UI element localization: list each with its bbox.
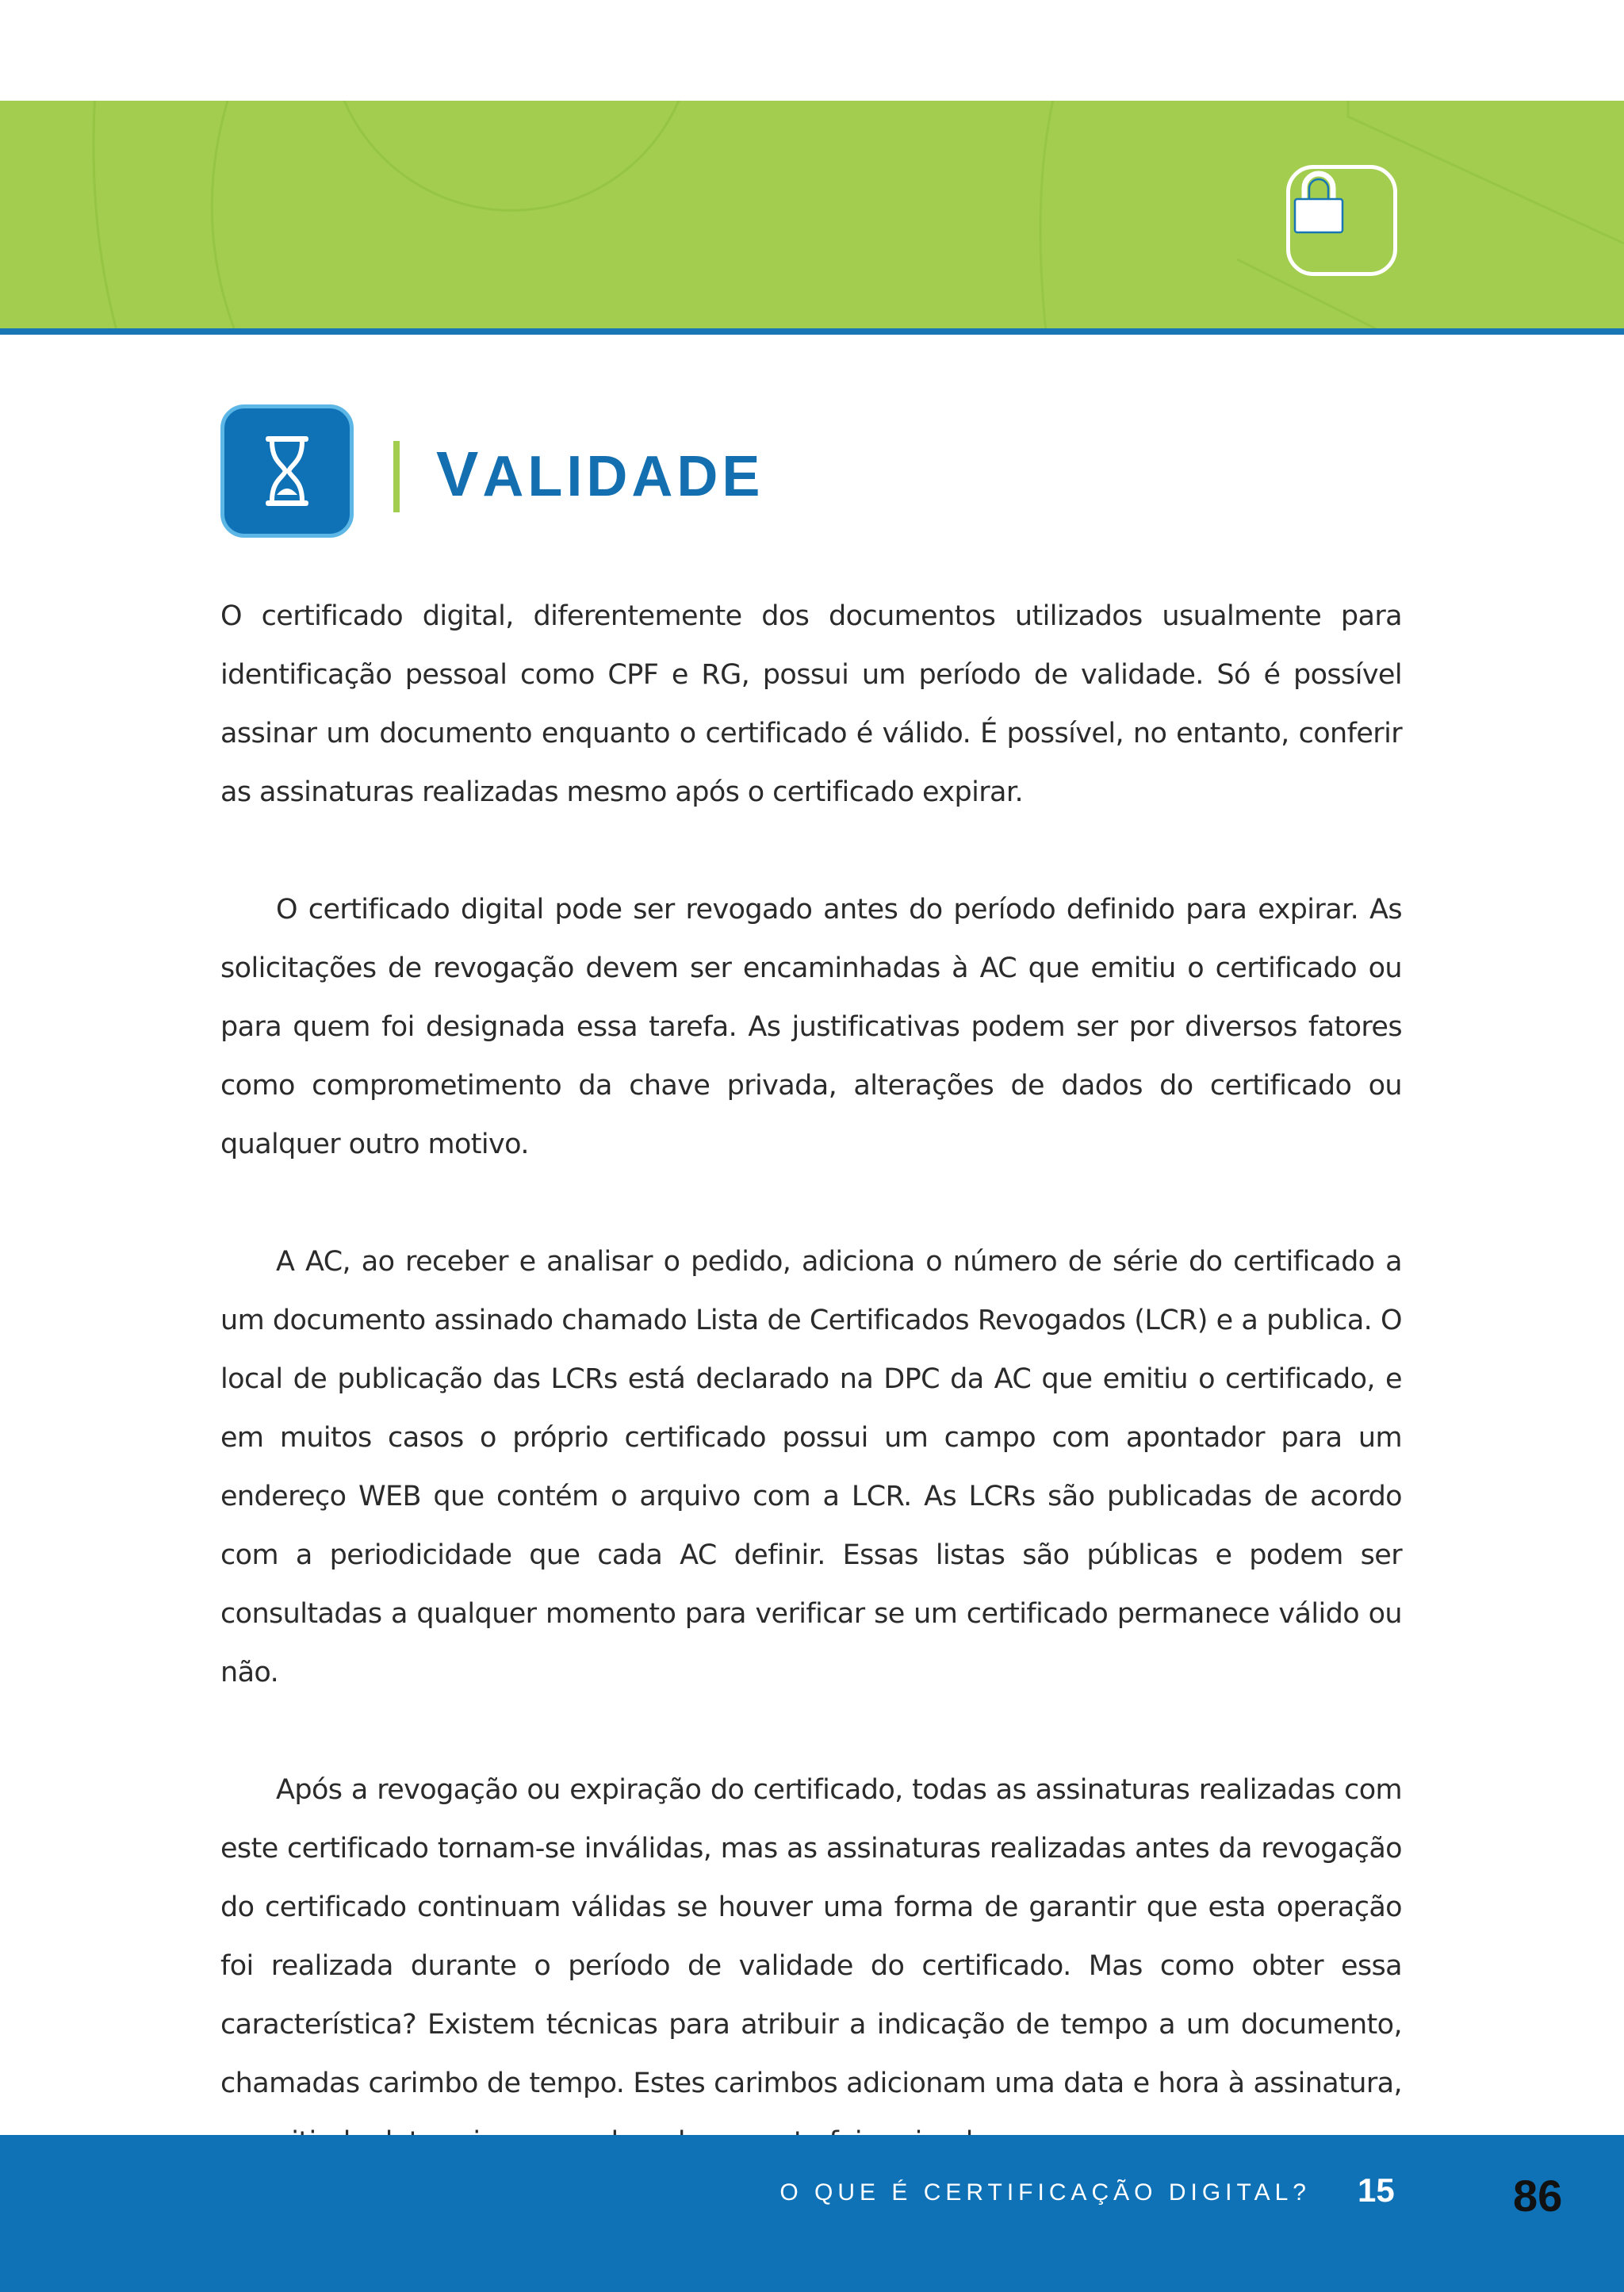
lock-icon xyxy=(1290,169,1347,236)
footer-label: O QUE É CERTIFICAÇÃO DIGITAL? xyxy=(779,2179,1311,2206)
footer-page-number: 15 xyxy=(1358,2171,1395,2209)
paragraph-2: O certificado digital pode ser revogado antes do período definido para expirar. As solicitações de revogação devem ser encaminhadas à AC que emitiu o certificado ou para quem foi designada essa tarefa. As justificativas podem ser por diversos fatores como comprometimento da chave privada, alterações de dados do certificado ou qualquer outro motivo. xyxy=(220,894,1402,1160)
page-title-rest: ALIDADE xyxy=(482,445,764,508)
footer-band xyxy=(0,2135,1624,2292)
paragraph-3: A AC, ao receber e analisar o pedido, adiciona o número de série do certificado a um documento assinado chamado Lista de Certificados Revogados (LCR) e a publica. O local de publicação das LCRs está declarado na DPC da AC que emitiu o certificado, e em muitos casos o próprio certificado possui um campo com apontador para um endereço WEB que contém o arquivo com a LCR. As LCRs são publicadas de acordo com a periodicidade que cada AC definir. Essas listas são públicas e podem ser consultadas a qualquer momento para verificar se um certificado permanece válido ou não. xyxy=(220,1246,1402,1688)
body-text xyxy=(220,587,1402,2171)
page-title-initial: V xyxy=(436,439,483,509)
paragraph-4: Após a revogação ou expiração do certificado, todas as assinaturas realizadas com este certificado tornam-se inválidas, mas as assinaturas realizadas antes da revogação do certificado continuam válidas se houver uma forma de garantir que esta operação foi realizada durante o período de validade do certificado. Mas como obter essa característica? Existem técnicas para atribuir a indicação de tempo a um documento, chamadas carimbo de tempo. Estes carimbos adicionam uma data e hora à assinatura, xyxy=(220,1774,1402,2099)
paragraph-1: O certificado digital, diferentemente dos documentos utilizados usualmente para identificação pessoal como CPF e RG, possui um período de validade. Só é possível assinar um documento enquanto o certificado é válido. É possível, no entanto, conferir as assinaturas realizadas mesmo após o certificado expirar. xyxy=(220,600,1402,808)
page-title xyxy=(436,435,764,516)
section-icon-badge xyxy=(220,404,354,538)
lock-badge xyxy=(1286,165,1397,276)
title-accent-bar xyxy=(393,441,400,512)
header-rule xyxy=(0,328,1624,335)
hourglass-icon xyxy=(259,433,315,509)
document-page-number: 86 xyxy=(1513,2171,1563,2221)
top-margin xyxy=(0,0,1624,101)
header-band xyxy=(0,101,1624,331)
